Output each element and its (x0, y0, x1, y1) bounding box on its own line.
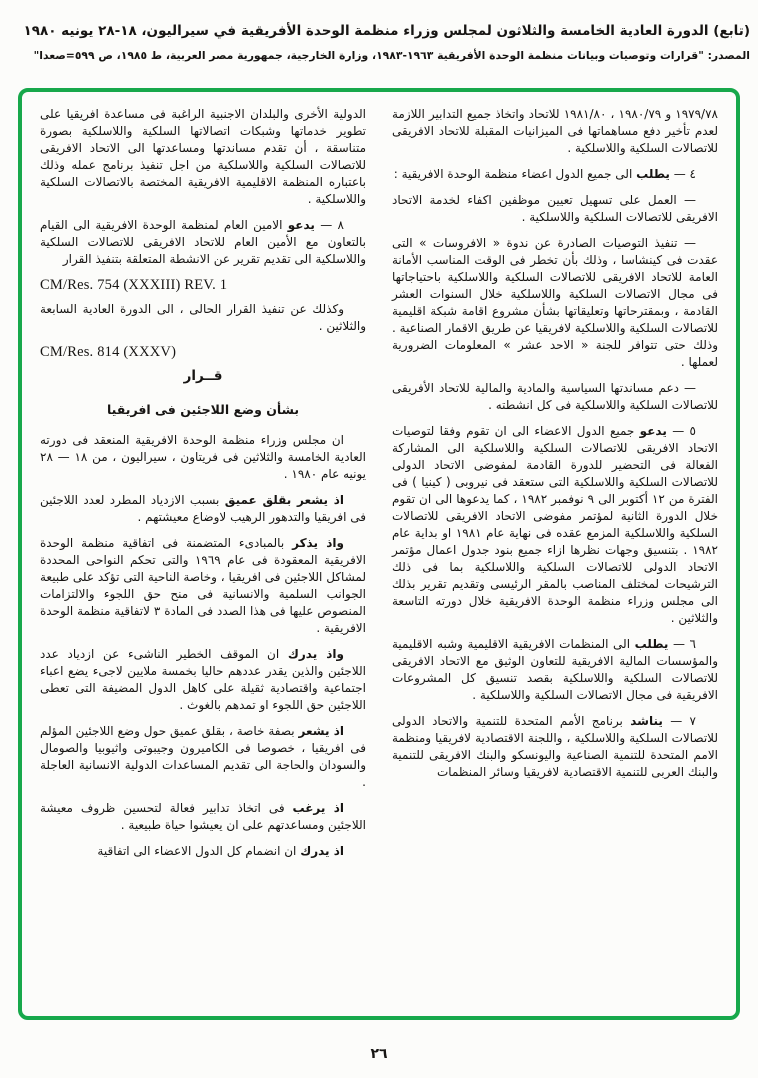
paragraph-text: — (677, 236, 696, 250)
clause-5 (392, 423, 718, 627)
paragraph-text: جميع الدول الاعضاء الى ان تقوم وفقا لتوصيات الاتحاد الافريقى للاتصالات السلكية واللاسلكية الى المشاركة الفعالة فى التحضير للدورة القادمة لمفوضى الاتحاد الدولى للاتصالات السلكية واللاسلكية التى ستعقد فى نيروبى ( كينيا ) فى الفترة من ١٢ أكتوبر الى ٩ نوفمبر ١٩٨٢ ، كما يدعوها الى ان تقوم خلال الدورة الثانية لمؤتمر مفوضى الاتحاد الافريقى للاتصالات السلكية واللاسلكية المزمع عقده فى نهاية عام ١٩٨١ او بداية عام ١٩٨٢ . بتنسيق وجهات نظرها ازاء جميع بنود جدول اعمال مؤتمر الاتحاد الدولى للاتصالات السلكية واللاسلكية بما فى ذلك الترشيحات لمختلف المناصب بالمقر الرئيسى وتقديم تقرير بذلك الى مجلس وزراء منظمة الوحدة الافريقية خلال دورته التاسعة والثلاثين . (392, 424, 718, 625)
paragraph-text: برنامج الأمم المتحدة للتنمية والاتحاد الدولى للاتصالات السلكية واللاسلكية ، واللجنة الاقتصادية لافريقيا ومنظمة الامم المتحدة للتنمية الصناعية واليونسكو والبنك الافريقى للتنمية والبنك العربى للتنمية الاقتصادية لافريقيا وسائر المنظمات (392, 714, 718, 779)
paragraph-text: بسبب الازدياد المطرد لعدد اللاجئين فى افريقيا والتدهور الرهيب لاوضاع معيشتهم . (40, 493, 366, 524)
preamble-session (40, 432, 366, 483)
paragraph-text: الى المنظمات الافريقية الاقليمية وشبه الاقليمية والمؤسسات المالية الافريقية للتعاون الوثيق مع الاتحاد الافريقى للاتصالات السلكية واللاسلكية بقصد تنسيق كل المشروعات الافريقية فى مجال الاتصالات السلكية واللاسلكية . (392, 637, 718, 702)
paragraph-text: الى جميع الدول اعضاء منظمة الوحدة الافريقية : (393, 167, 637, 181)
paragraph-lead: اذ يرغب (292, 801, 344, 815)
header-source: المصدر: "قرارات وتوصيات وبيانات منظمة الوحدة الأفريقية ١٩٦٣-١٩٨٣، وزارة الخارجية، جمهورية مصر العربية، ط ١٩٨٥، ص ٥٩٩=صعدا" (33, 48, 750, 62)
paragraph-text: وكذلك عن تنفيذ القرار الحالى ، الى الدورة العادية السابعة والثلاثين . (40, 302, 366, 333)
paragraph-text: ٨ — (314, 218, 344, 232)
preamble-desire (40, 800, 366, 834)
page-header (8, 22, 750, 63)
paragraph-text: فى اتخاذ تدابير فعالة لتحسين ظروف معيشة اللاجئين ومساعدتهم على ان يعيشوا حياة طبيعية . (40, 801, 366, 832)
resolution-title (40, 401, 366, 418)
clause-8 (40, 217, 366, 268)
paragraph-text: ٤ — (669, 167, 696, 181)
preamble-aware (40, 646, 366, 714)
paragraph-lead: واذ يذكر (292, 536, 345, 550)
paragraph-text: بالمبادىء المتضمنة فى اتفاقية منظمة الوحدة الافريقية المعقودة فى عام ١٩٦٩ والتى تحكم النواحى المحددة لمشاكل اللاجئين فى افريقيا ، وخاصة الناحية التى تؤكد على طبيعة الجوانب السلمية والانسانية فى منح حق اللجوء والالتزامات المنصوص عليها فى هذا الصدد فى المادة ٣ لاتفاقية منظمة الوحدة الافريقية . (40, 536, 366, 635)
resolution-ref-814 (40, 344, 366, 361)
paragraph-text: الدولية الأخرى والبلدان الاجنبية الراغبة فى مساعدة افريقيا على تطوير خدماتها وشبكات اتصالاتها السلكية واللاسلكية بصورة متناسقة ، أن تقدم مساندتها ومساعدتها الى الاتحاد الافريقى للاتصالات السلكية واللاسلكية من اجل تنفيذ برنامج عمله وذلك باعتباره المنظمة الاقليمية الافريقية المختصة بالاتصالات السلكية واللاسلكية . (40, 107, 366, 206)
paragraph-text: تنفيذ التوصيات الصادرة عن ندوة « الافروسات » التى عقدت فى كينشاسا ، وذلك بأن تخطر فى الوقت المناسب الأمانة العامة للاتحاد الافريقى للاتصالات السلكية واللاسلكية باحتياجاتها فى مجال الاتصالات السلكية واللاسلكية خلال السنوات العشر القادمة ، وبمقترحاتها وتعليقاتها بشأن مشروع اقامة شبكة اقليمية للاتصالات السلكية واللاسلكية لافريقيا عن طريق الاقمار الصناعية . وذلك حتى تتوافر للجنة « الاحد عشر » المعلومات الضرورية لعملها . (392, 236, 718, 369)
paragraph-lead: واذ يدرك (287, 647, 344, 661)
paragraph-text: الامين العام لمنظمة الوحدة الافريقية الى القيام بالتعاون مع الأمين العام للاتحاد الافريقى للاتصالات السلكية واللاسلكية الى تقديم تقرير عن الانشطة المتعلقة بتنفيذ القرار (40, 218, 366, 266)
paragraph-text: دعم مساندتها السياسية والمادية والمالية للاتحاد الأفريقى للاتصالات السلكية واللاسلكية فى كل انشطته . (392, 381, 718, 412)
paragraph-text: بصفة خاصة ، بقلق عميق حول وضع اللاجئين المؤلم فى افريقيا ، خصوصا فى الكاميرون وجيبوتى واثيوبيا والصومال والسودان والحاجة الى تقديم المساعدات الدولية الانسانية العاجلة . (40, 724, 366, 789)
paragraph-text: CM/Res. 754 (XXXIII) REV. 1 (40, 277, 228, 293)
clause-4-item-2 (392, 235, 718, 371)
paragraph-text: ١٩٧٩/٧٨ و ١٩٨٠/٧٩ ، ١٩٨١/٨٠ للاتحاد واتخاذ جميع التدابير اللازمة لعدم تأخير دفع مساهماتها فى الميزانيات المقبلة للاتحاد الافريقى للاتصالات السلكية واللاسلكية . (392, 107, 718, 155)
paragraph-lead: اذ يشعر (298, 724, 344, 738)
paragraph-lead: اذ يدرك (300, 844, 344, 858)
preamble-special-concern (40, 723, 366, 791)
paragraph-text: بشأن وضع اللاجئين فى افريقيا (106, 402, 300, 417)
paragraph-lead: يطلب (636, 167, 670, 181)
clause-6 (392, 636, 718, 704)
resolution-heading (40, 368, 366, 385)
continuation-paragraph (40, 106, 366, 208)
paragraph-text: ان الموقف الخطير الناشىء عن ازدياد عدد اللاجئين والذين يقدر عددهم حاليا بخمسة ملايين لاجىء يضع اعباء اجتماعية واقتصادية ثقيلة على كاهل الدول المضيفة التى تعطى اللاجئين حق اللجوء او تمدهم بالغوث . (40, 647, 366, 712)
clause-7 (392, 713, 718, 781)
paragraph-text: ان انضمام كل الدول الاعضاء الى اتفاقية (97, 844, 301, 858)
paragraph-lead: يدعو (639, 424, 667, 438)
preamble-acknowledge (40, 843, 366, 860)
paragraph-lead: يدعو (287, 218, 315, 232)
paragraph-text: العمل على تسهيل تعيين موظفين اكفاء لخدمة الاتحاد الافريقى للاتصالات السلكية واللاسلكية . (392, 193, 718, 224)
header-title: (تابع) الدورة العادية الخامسة والثلاثون لمجلس وزراء منظمة الوحدة الأفريقية في سيراليون، ١٨-٢٨ يونيه ١٩٨٠ (23, 23, 750, 39)
clause-4-item-3 (392, 380, 718, 414)
paragraph-text: — (676, 193, 696, 207)
clause-4-item-1 (392, 192, 718, 226)
paragraph-text: CM/Res. 814 (XXXV) (40, 344, 177, 360)
resolution-ref-754 (40, 277, 366, 294)
column-left (40, 106, 366, 1006)
content-box (18, 88, 740, 1020)
paragraph-text: ٦ — (668, 637, 696, 651)
clause-4 (392, 166, 718, 183)
paragraph-lead: اذ يشعر بقلق عميق (224, 493, 344, 507)
paragraph-text: ٧ — (662, 714, 696, 728)
continuation-paragraph (392, 106, 718, 157)
paragraph-lead: يناشد (630, 714, 663, 728)
paragraph-text: ٥ — (666, 424, 696, 438)
paragraph-text: — (678, 381, 696, 395)
paragraph-lead: يطلب (634, 637, 669, 651)
preamble-recall (40, 535, 366, 637)
preamble-concern (40, 492, 366, 526)
paragraph-text: قــرار (183, 368, 223, 384)
page-number: ٢٦ (370, 1046, 388, 1062)
clause-8-continuation (40, 301, 366, 335)
column-right (392, 106, 718, 1006)
paragraph-text: ان مجلس وزراء منظمة الوحدة الافريقية المنعقد فى دورته العادية الخامسة والثلاثين فى فريتاون ، سيراليون ، من ١٨ — ٢٨ يونيه عام ١٩٨٠ . (40, 433, 366, 481)
